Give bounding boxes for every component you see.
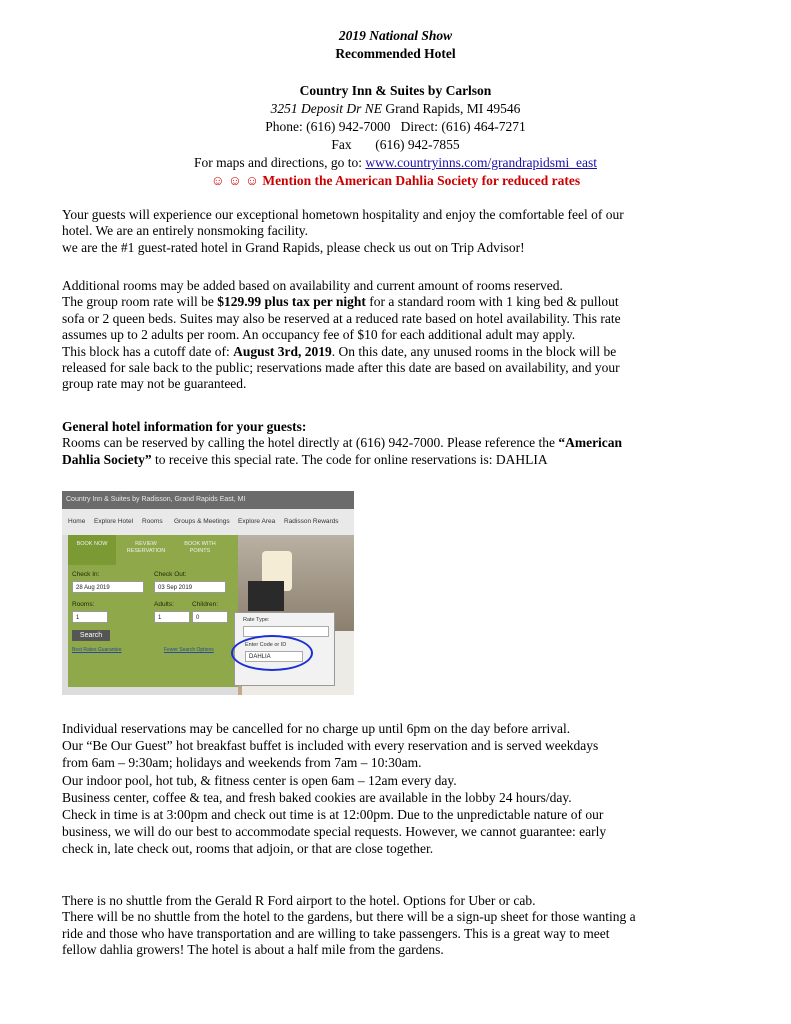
smiley-icons: ☺ ☺ ☺ [210, 173, 259, 188]
reservation-screenshot [62, 491, 354, 695]
best-rates-link[interactable]: Best Rates Guarantee [72, 647, 122, 653]
cutoff-post: . On this date, any unused rooms in the block will be [331, 343, 617, 359]
maps-link[interactable]: www.countryinns.com/grandrapidsmi_east [365, 155, 597, 170]
reserve-line [62, 435, 742, 451]
transport-line: fellow dahlia growers! The hotel is about a half mile from the gardens. [62, 942, 444, 958]
rooms-select[interactable]: 1 [72, 611, 108, 623]
show-title: 2019 National Show [338, 28, 453, 43]
adults-label: Adults: [154, 601, 174, 608]
window-title: Country Inn & Suites by Radisson, Grand Rapids East, MI [62, 491, 354, 509]
mention-text: Mention the American Dahlia Society for reduced rates [262, 173, 581, 188]
checkin-input[interactable]: 28 Aug 2019 [72, 581, 144, 593]
info-list [62, 720, 742, 858]
info-line: from 6am – 9:30am; holidays and weekends from 7am – 10:30am. [62, 755, 422, 771]
info-line: Our “Be Our Guest” hot breakfast buffet is included with every reservation and is served weekdays [62, 738, 599, 754]
hotel-address [0, 101, 791, 117]
intro-line: we are the #1 guest-rated hotel in Grand Rapids, please check us out on Trip Advisor! [62, 239, 525, 255]
rooms-label: Rooms: [72, 601, 95, 608]
info-line: Check in time is at 3:00pm and check out time is at 12:00pm. Due to the unpredictable nature of our [62, 807, 604, 823]
checkout-label: Check Out: [154, 571, 187, 578]
transport-line: ride and those who have transportation and are willing to take passengers. This is a great way to meet [62, 925, 610, 941]
general-heading: General hotel information for your guests: [62, 419, 307, 434]
maps-line [0, 155, 791, 171]
cutoff-line-2: released for sale back to the public; reservations made after this date are based on availability, and your [62, 360, 620, 376]
hotel-fax: Fax (616) 942-7855 [331, 137, 460, 152]
nav-explore-area[interactable]: Explore Area [238, 518, 276, 525]
reserve-post: to receive this special rate. The code for online reservations is: DAHLIA [151, 451, 548, 467]
code-input[interactable]: DAHLIA [245, 651, 303, 662]
fewer-options-link[interactable]: Fewer Search Options [164, 647, 214, 653]
code-label: Enter Code or ID [245, 642, 287, 648]
info-line: Business center, coffee & tea, and fresh baked cookies are available in the lobby 24 hours/day. [62, 789, 572, 805]
info-line: Our indoor pool, hot tub, & fitness center is open 6am – 12am every day. [62, 772, 457, 788]
hotel-phone: Phone: (616) 942-7000 Direct: (616) 464-7271 [265, 119, 526, 134]
nav-explore-hotel[interactable]: Explore Hotel [94, 518, 134, 525]
reserve-pre: Rooms can be reserved by calling the hotel directly at (616) 942-7000. Please reference the [62, 435, 559, 451]
adults-select[interactable]: 1 [154, 611, 190, 623]
intro-paragraph [62, 207, 742, 256]
reserve-line-2 [62, 452, 742, 468]
transport-line: There will be no shuttle from the hotel to the gardens, but there will be a sign-up sheet for those wanting a [62, 909, 636, 925]
rate-type-label: Rate Type: [243, 617, 270, 623]
children-label: Children: [192, 601, 219, 608]
site-nav [62, 509, 354, 535]
address-city: Grand Rapids, MI 49546 [382, 101, 521, 116]
nav-rooms[interactable]: Rooms [142, 518, 163, 525]
rooms-line: Additional rooms may be added based on availability and current amount of rooms reserved. [62, 278, 563, 293]
cutoff-line-3: group rate may not be guaranteed. [62, 376, 247, 392]
rooms-paragraph [62, 278, 742, 393]
info-line: business, we will do our best to accommodate special requests. However, we cannot guarantee: early [62, 824, 607, 840]
intro-line: hotel. We are an entirely nonsmoking facility. [62, 223, 308, 239]
cutoff-line [62, 344, 742, 360]
search-button[interactable]: Search [72, 630, 110, 641]
rate-line-3: assumes up to 2 adults per room. An occupancy fee of $10 for each additional adult may apply. [62, 327, 576, 343]
rate-pre: The group room rate will be [62, 294, 218, 310]
rate-line-2: sofa or 2 queen beds. Suites may also be reserved at a reduced rate based on hotel availability. This rate [62, 310, 621, 326]
booking-panel [68, 535, 238, 687]
tv-shape [248, 581, 284, 611]
nav-groups-meetings[interactable]: Groups & Meetings [174, 518, 230, 525]
reserve-bold-1: “American [558, 435, 623, 451]
tab-review-reservation[interactable]: REVIEW RESERVATION [126, 541, 166, 554]
transport-paragraph [62, 893, 742, 959]
nav-radisson-rewards[interactable]: Radisson Rewards [284, 518, 339, 525]
checkout-input[interactable]: 03 Sep 2019 [154, 581, 226, 593]
mention-line [0, 173, 791, 189]
nav-home[interactable]: Home [68, 518, 86, 525]
reserve-bold-2: Dahlia Society” [62, 451, 152, 467]
intro-line: Your guests will experience our exceptional hometown hospitality and enjoy the comfortable feel of our [62, 207, 624, 222]
info-line: Individual reservations may be cancelled for no charge up until 6pm on the day before arrival. [62, 721, 571, 736]
checkin-label: Check In: [72, 571, 100, 578]
children-select[interactable]: 0 [192, 611, 228, 623]
cutoff-pre: This block has a cutoff date of: [62, 343, 234, 359]
page-subtitle: Recommended Hotel [335, 46, 456, 61]
rate-bold: $129.99 plus tax per night [217, 294, 366, 310]
tab-book-now[interactable]: BOOK NOW [68, 535, 116, 565]
transport-line: There is no shuttle from the Gerald R Ford airport to the hotel. Options for Uber or cab. [62, 893, 536, 908]
hotel-name: Country Inn & Suites by Carlson [299, 83, 492, 98]
tab-book-with-points[interactable]: BOOK WITH POINTS [184, 541, 216, 554]
maps-prefix: For maps and directions, go to: [194, 155, 366, 170]
rate-line [62, 294, 742, 310]
address-street: 3251 Deposit Dr NE [270, 101, 382, 116]
general-paragraph [62, 419, 742, 468]
rate-post: for a standard room with 1 king bed & pullout [365, 294, 619, 310]
info-line: check in, late check out, rooms that adjoin, or that are close together. [62, 841, 434, 857]
cutoff-date: August 3rd, 2019 [233, 343, 332, 359]
highlight-circle [231, 635, 313, 671]
